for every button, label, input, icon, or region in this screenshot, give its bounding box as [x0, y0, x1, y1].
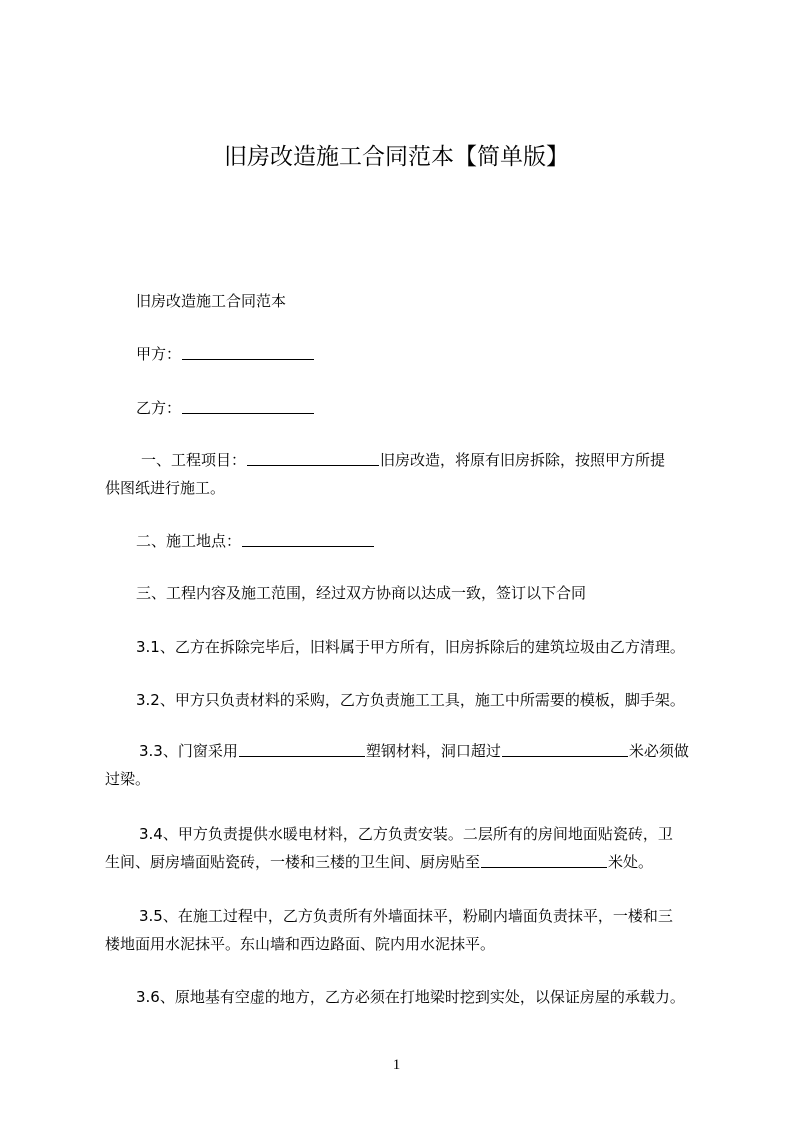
tile-height-blank: [481, 851, 607, 868]
party-b-label: 乙方：: [136, 399, 182, 417]
item-3-line: 三、工程内容及施工范围，经过双方协商以达成一致，签订以下合同: [136, 584, 587, 602]
item-2-line: [136, 528, 748, 554]
clause-3-3-text-a: 3.3、门窗采用: [139, 742, 238, 760]
item-1-prefix: 一、工程项目：: [141, 451, 247, 469]
clause-3-6: 3.6、原地基有空虚的地方，乙方必须在打地梁时挖到实处，以保证房屋的承载力。: [136, 988, 685, 1006]
party-a-blank: [182, 343, 314, 360]
clause-3-4-line-2-a: 生间、厨房墙面贴瓷砖，一楼和三楼的卫生间、厨房贴至: [105, 853, 481, 871]
project-blank: [247, 449, 379, 466]
party-a-label: 甲方：: [136, 345, 182, 363]
item-1-suffix: 旧房改造，将原有旧房拆除，按照甲方所提: [380, 451, 666, 469]
clause-3-3-paragraph: [105, 737, 717, 793]
clause-3-5-paragraph: [105, 902, 717, 958]
clause-3-3-text-b: 塑钢材料，洞口超过: [365, 742, 501, 760]
item-2-label: 二、施工地点：: [136, 532, 242, 550]
party-a-line: [136, 341, 748, 367]
party-b-line: [136, 395, 748, 421]
clause-3-5-line-2: 楼地面用水泥抹平。东山墙和西边路面、院内用水泥抹平。: [105, 935, 496, 953]
item-1-paragraph: [105, 446, 717, 502]
window-material-blank: [239, 740, 365, 757]
site-blank: [242, 530, 374, 547]
clause-3-5-line-1: 3.5、在施工过程中，乙方负责所有外墙面抹平，粉刷内墙面负责抹平，一楼和三: [139, 907, 673, 925]
item-1-continuation: 供图纸进行施工。: [105, 479, 226, 497]
opening-width-blank: [502, 740, 628, 757]
clause-3-1: 3.1、乙方在拆除完毕后，旧料属于甲方所有，旧房拆除后的建筑垃圾由乙方清理。: [136, 638, 685, 656]
clause-3-4-line-1: 3.4、甲方负责提供水暖电材料，乙方负责安装。二层所有的房间地面贴瓷砖，卫: [139, 825, 673, 843]
clause-3-3-text-c: 米必须做: [628, 742, 689, 760]
clause-3-4-paragraph: [105, 820, 717, 876]
clause-3-4-line-2-b: 米处。: [608, 853, 654, 871]
clause-3-3-continuation: 过梁。: [105, 770, 151, 788]
page-title: 旧房改造施工合同范本【简单版】: [224, 144, 569, 170]
page-number: 1: [392, 1057, 401, 1073]
contract-subtitle: 旧房改造施工合同范本: [136, 292, 287, 310]
party-b-blank: [182, 397, 314, 414]
clause-3-2: 3.2、甲方只负责材料的采购，乙方负责施工工具，施工中所需要的模板，脚手架。: [136, 691, 685, 709]
